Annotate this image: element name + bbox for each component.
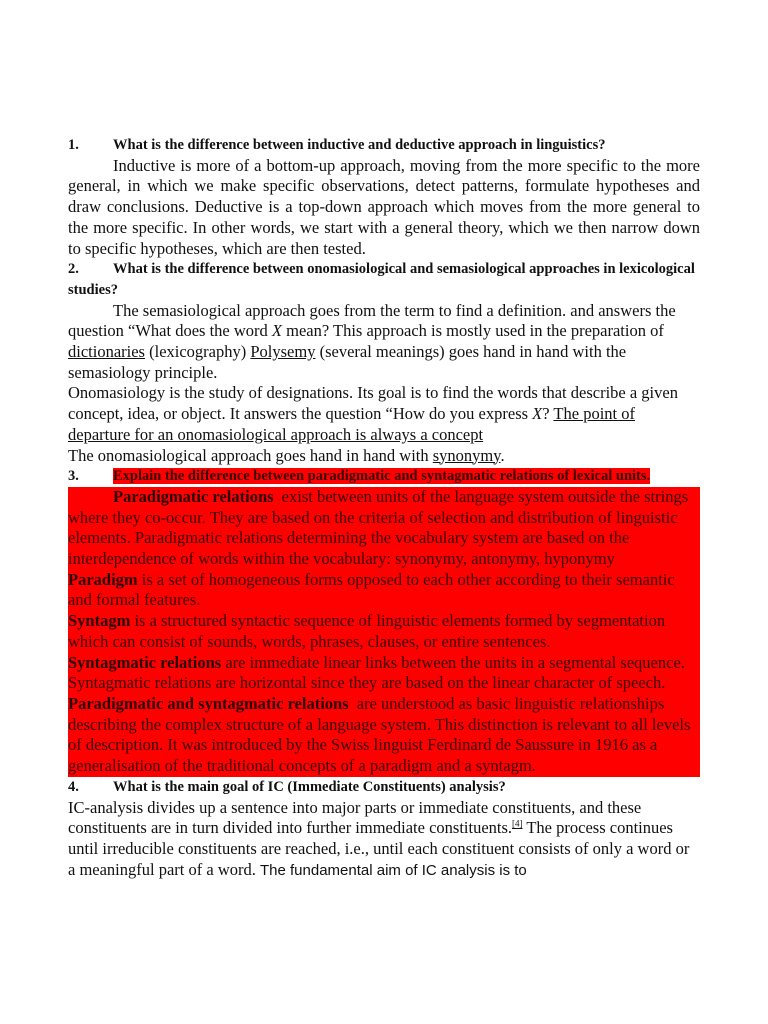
term-paradigmatic-relations: Paradigmatic relations xyxy=(113,486,274,506)
document-page xyxy=(68,135,700,881)
answer-2-synonymy xyxy=(68,446,700,467)
variable-x: X xyxy=(271,321,282,341)
link-polysemy[interactable]: Polysemy xyxy=(250,342,316,362)
text-run: The onomasiological approach goes hand in hand with xyxy=(68,445,433,465)
paragraph-syntagmatic-relations xyxy=(68,653,700,694)
question-number: 3. xyxy=(68,468,79,485)
text-run: mean? This approach is mostly used in the preparation of xyxy=(282,321,664,341)
question-4 xyxy=(68,777,700,798)
text-run: The process continues until irreducible constituents are reached, i.e., until each constituent consists of only a word or a meaningful part of a word. xyxy=(68,818,690,879)
definition-text: are understood as basic linguistic relationships describing the complex structure of a language system. This distinction is relevant to all levels of description. It was introduced by the Swiss linguist Ferdinard de Saussure in 1916 as a generalisation of the traditional concepts of a paradigm and a syntagm. xyxy=(68,693,691,776)
paragraph-paradigm xyxy=(68,570,700,611)
question-number: 1. xyxy=(68,137,79,153)
question-text: What is the main goal of IC (Immediate Constituents) analysis? xyxy=(113,778,506,795)
question-number: 2. xyxy=(68,261,79,278)
term-syntagmatic-relations: Syntagmatic relations xyxy=(68,652,222,672)
link-dictionaries[interactable]: dictionaries xyxy=(68,342,145,362)
answer-1: Inductive is more of a bottom-up approach, moving from the more specific to the more general, in which we make specific observations, detect patterns, formulate hypotheses and draw conclusions. Deductive is a top-down approach which moves from the more general to the more specific. In other words, we start with a general theory, which we then narrow down to specific hypotheses, which are then tested. xyxy=(68,155,700,258)
question-2 xyxy=(68,259,700,300)
definition-text: is a set of homogeneous forms opposed to each other according to their semantic and formal features. xyxy=(68,569,675,610)
question-1 xyxy=(68,135,700,156)
text-run: . xyxy=(500,445,505,465)
link-point-of-departure[interactable]: The point of departure for an onomasiological approach is always a concept xyxy=(68,404,635,444)
text-run: The semasiological approach goes from the term to find a definition. and answers the question “What does the word xyxy=(68,300,676,341)
text-run-sans: The fundamental aim of IC analysis is to xyxy=(259,861,527,879)
answer-2-semasiology xyxy=(68,301,700,384)
term-paradigmatic-and-syntagmatic-relations: Paradigmatic and syntagmatic relations xyxy=(68,693,349,713)
definition-text: is a structured syntactic sequence of linguistic elements formed by segmentation which can consist of sounds, words, phrases, clauses, or entire sentences. xyxy=(68,611,666,651)
definition-text: are immediate linear links between the units in a segmental sequence. Syntagmatic relations are horizontal since they are based on the linear character of speech. xyxy=(68,652,685,693)
paragraph-paradigmatic-relations xyxy=(68,487,700,570)
question-text: What is the difference between onomasiological and semasiological approaches in lexicological studies? xyxy=(68,261,695,298)
text-run: Onomasiology is the study of designations. Its goal is to find the words that describe a given concept, idea, or object. It answers the question “How do you express xyxy=(68,383,678,424)
term-syntagm: Syntagm xyxy=(68,611,131,631)
link-synonymy[interactable]: synonymy xyxy=(432,445,501,465)
question-number: 4. xyxy=(68,778,79,795)
text-run: (lexicography) xyxy=(144,342,251,362)
text-run: IC-analysis divides up a sentence into major parts or immediate constituents, and these constituents are in turn divided into further immediate constituents. xyxy=(68,797,642,838)
text-run: ? xyxy=(542,404,554,424)
question-3 xyxy=(68,466,700,487)
answer-2-onomasiology xyxy=(68,383,700,445)
paragraph-paradigmatic-and-syntagmatic xyxy=(68,694,700,777)
question-text: What is the difference between inductive and deductive approach in linguistics? xyxy=(113,137,606,153)
paragraph-syntagm xyxy=(68,611,700,652)
question-text-highlighted: Explain the difference between paradigmatic and syntagmatic relations of lexical units. xyxy=(113,468,651,485)
answer-4 xyxy=(68,798,700,882)
highlighted-answer-3 xyxy=(68,487,700,777)
term-paradigm: Paradigm xyxy=(68,569,138,589)
text-run: (several meanings) goes hand in hand with the semasiology principle. xyxy=(68,342,627,382)
footnote-reference[interactable]: [4] xyxy=(512,818,523,829)
definition-text: exist between units of the language system outside the strings where they co-occur. They are based on the criteria of selection and distribution of linguistic elements. Paradigmatic relations determining the vocabulary system are based on the interdependence of words within the vocabulary: synonymy, antonymy, hyponymy xyxy=(68,486,689,569)
variable-x: X xyxy=(532,404,543,424)
